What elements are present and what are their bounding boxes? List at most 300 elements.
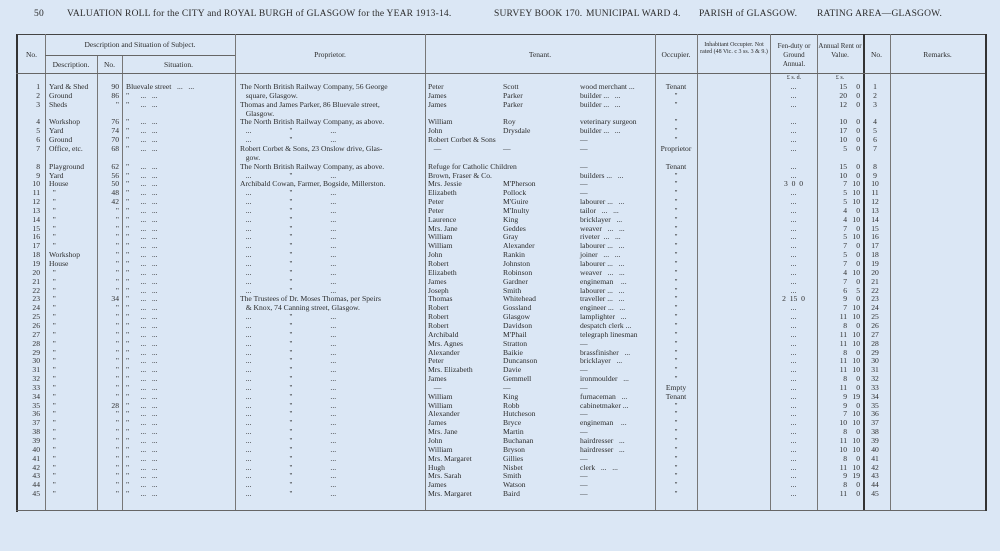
row-number-right: 25 <box>871 312 879 322</box>
rent-pounds: 10 <box>839 418 847 428</box>
row-number-right: 32 <box>871 374 879 384</box>
rent-pounds: 4 <box>843 214 847 224</box>
occupier: " <box>674 400 678 410</box>
situation: " ... ... <box>126 329 158 339</box>
tenant-forename: William <box>428 117 453 127</box>
column-divider <box>985 34 987 511</box>
proprietor: ... " ... <box>240 259 337 268</box>
tenant-forename: Robert <box>428 320 449 330</box>
description: " <box>49 232 56 242</box>
tenant-forename: Peter <box>428 197 444 207</box>
proprietor: ... " ... <box>240 223 337 233</box>
row-number: 29 <box>32 347 40 357</box>
tenant-occupation: furnaceman ... <box>580 391 628 401</box>
tenant-forename: Alexander <box>428 409 460 419</box>
rent-pounds: 7 <box>843 241 847 251</box>
situation: " ... ... <box>126 382 158 392</box>
row-number-right: 4 <box>873 117 877 127</box>
house-number: " <box>115 356 119 366</box>
tenant-occupation: — <box>580 188 588 198</box>
survey-book: SURVEY BOOK 170. <box>494 9 583 19</box>
tenant-surname: M'Pherson <box>503 179 536 189</box>
row-number-right: 19 <box>871 259 879 268</box>
tenant-occupation: despatch clerk ... <box>580 320 632 330</box>
rent-pounds: 9 <box>843 400 847 410</box>
tenant-surname: King <box>503 391 519 401</box>
rent-pounds: 15 <box>839 161 847 171</box>
rent-pounds: 11 <box>839 312 847 322</box>
tenant-occupation: — <box>580 382 588 392</box>
tenant-forename: Brown, Fraser & Co. <box>428 170 492 180</box>
tenant-surname: Alexander <box>503 241 535 251</box>
tenant-surname: Gardner <box>503 276 528 286</box>
page-number: 50 <box>34 9 44 19</box>
house-number: 34 <box>111 294 119 304</box>
tenant-surname: Davie <box>503 365 522 375</box>
col-header-occupier: Occupier. <box>661 50 691 59</box>
tenant-surname: Stratton <box>503 338 528 348</box>
tenant-forename: William <box>428 232 453 242</box>
situation: " ... ... <box>126 267 158 277</box>
situation: " ... ... <box>126 444 158 454</box>
feu-duty: ... <box>790 205 797 215</box>
occupier: " <box>674 214 678 224</box>
occupier: Empty <box>665 382 687 392</box>
tenant-forename: James <box>428 418 447 428</box>
row-number-right: 37 <box>871 418 879 428</box>
tenant-occupation: traveller ... ... <box>580 294 625 304</box>
rent-shillings: 0 <box>856 82 860 91</box>
column-divider <box>122 55 123 511</box>
tenant-occupation: builder ... ... <box>580 90 621 100</box>
feu-duty: ... <box>790 365 797 375</box>
occupier: " <box>674 126 678 136</box>
tenant-occupation: joiner ... ... <box>580 250 621 260</box>
row-number-right: 21 <box>871 276 879 286</box>
row-number-right: 6 <box>873 135 877 145</box>
tenant-forename: Mrs. Elizabeth <box>428 365 473 375</box>
tenant-occupation: riveter ... ... <box>580 232 621 242</box>
tenant-forename: James <box>428 276 447 286</box>
description: " <box>49 462 56 472</box>
row-number-right: 17 <box>871 241 879 251</box>
occupier: " <box>674 250 678 260</box>
description: Office, etc. <box>49 143 83 153</box>
rent-units: £ s. <box>835 75 845 81</box>
description: " <box>49 285 56 295</box>
rent-shillings: 0 <box>856 453 860 463</box>
proprietor: ... " ... <box>240 436 337 445</box>
situation: " ... ... <box>126 471 158 481</box>
tenant-surname: Robinson <box>503 267 533 277</box>
municipal-ward: MUNICIPAL WARD 4. <box>586 9 681 19</box>
description: " <box>49 223 56 233</box>
row-number: 4 <box>36 117 40 127</box>
house-number: " <box>115 338 119 348</box>
rent-shillings: 0 <box>856 135 860 145</box>
proprietor: ... " ... <box>240 427 337 437</box>
tenant-occupation: engineman ... <box>580 276 627 286</box>
feu-duty: ... <box>790 382 797 392</box>
tenant-occupation: — <box>580 471 588 481</box>
feu-duty: ... <box>790 188 797 198</box>
tenant-forename: Peter <box>428 82 444 91</box>
occupier: " <box>674 170 678 180</box>
feu-units: £ s. d. <box>786 75 802 81</box>
description: " <box>49 329 56 339</box>
house-number: 48 <box>111 188 119 198</box>
occupier: " <box>674 232 678 242</box>
tenant-surname: Bryson <box>503 444 525 454</box>
proprietor: Archibald Cowan, Farmer, Bogside, Millerston. <box>240 179 386 189</box>
description: Ground <box>49 90 73 100</box>
tenant-occupation: — <box>580 135 588 145</box>
occupier: " <box>674 462 678 472</box>
row-number-right: 23 <box>871 294 879 304</box>
proprietor: ... " ... <box>240 205 337 215</box>
house-number: 42 <box>111 197 119 207</box>
situation: " ... ... <box>126 320 158 330</box>
row-number-right: 5 <box>873 126 877 136</box>
row-number-right: 1 <box>873 82 877 91</box>
tenant-occupation: — <box>580 480 588 490</box>
situation: " ... ... <box>126 436 158 445</box>
rent-pounds: 10 <box>839 444 847 454</box>
row-number: 15 <box>32 223 40 233</box>
tenant-surname: Bryce <box>503 418 522 428</box>
occupier: Tenant <box>665 391 687 401</box>
occupier: " <box>674 267 678 277</box>
situation: " ... ... <box>126 374 158 384</box>
row-number: 14 <box>32 214 40 224</box>
tenant-forename: Mrs. Jane <box>428 427 458 437</box>
rent-pounds: 17 <box>839 126 847 136</box>
description: " <box>49 471 56 481</box>
proprietor: ... " ... <box>240 250 337 260</box>
feu-duty: ... <box>790 356 797 366</box>
occupier: " <box>674 480 678 490</box>
occupier: " <box>674 427 678 437</box>
row-number-right: 42 <box>871 462 879 472</box>
tenant-forename: — <box>428 143 442 153</box>
tenant-occupation: hairdresser ... <box>580 436 625 445</box>
rent-pounds: 11 <box>839 462 847 472</box>
rent-pounds: 9 <box>843 294 847 304</box>
feu-duty: ... <box>790 480 797 490</box>
feu-duty: ... <box>790 418 797 428</box>
tenant-surname: Gillies <box>503 453 524 463</box>
description: " <box>49 303 56 313</box>
row-number: 39 <box>32 436 40 445</box>
row-number: 5 <box>36 126 40 136</box>
occupier: " <box>674 117 678 127</box>
row-number-right: 24 <box>871 303 879 313</box>
rent-shillings: 10 <box>852 267 860 277</box>
tenant-surname: Duncanson <box>503 356 538 366</box>
proprietor: The Trustees of Dr. Moses Thomas, per Speirs <box>240 294 381 304</box>
row-number-right: 40 <box>871 444 879 454</box>
occupier: " <box>674 347 678 357</box>
proprietor: ... " ... <box>240 170 337 180</box>
row-number: 27 <box>32 329 40 339</box>
row-number: 34 <box>32 391 40 401</box>
feu-duty: ... <box>790 241 797 251</box>
tenant-forename: Robert <box>428 303 449 313</box>
table-bottom-border <box>16 510 985 511</box>
rent-pounds: 8 <box>843 427 847 437</box>
tenant-forename: James <box>428 99 447 109</box>
row-number: 30 <box>32 356 40 366</box>
col-header-description: Description. <box>52 60 90 69</box>
tenant-occupation: labourer ... ... <box>580 197 625 207</box>
occupier: " <box>674 356 678 366</box>
feu-duty: ... <box>790 143 797 153</box>
row-number-right: 29 <box>871 347 879 357</box>
description: Sheds <box>49 99 68 109</box>
tenant-occupation: clerk ... ... <box>580 462 618 472</box>
tenant-forename: Robert <box>428 259 449 268</box>
rent-shillings: 0 <box>856 117 860 127</box>
house-number: 90 <box>111 82 119 91</box>
tenant-surname: — <box>503 382 511 392</box>
row-number-right: 36 <box>871 409 879 419</box>
proprietor: ... " ... <box>240 276 337 286</box>
rent-pounds: 15 <box>839 82 847 91</box>
tenant-forename: Mrs. Margaret <box>428 489 472 499</box>
tenant-occupation: builders ... ... <box>580 170 624 180</box>
proprietor: ... " ... <box>240 453 337 463</box>
tenant-forename: John <box>428 436 443 445</box>
tenant-occupation: weaver ... ... <box>580 223 625 233</box>
row-divider <box>45 55 235 56</box>
feu-duty: ... <box>790 444 797 454</box>
house-number: 50 <box>111 179 119 189</box>
row-number: 3 <box>36 99 40 109</box>
occupier: " <box>674 294 678 304</box>
rent-pounds: 11 <box>839 382 847 392</box>
tenant-occupation: wood merchant ... <box>580 82 635 91</box>
rent-shillings: 5 <box>856 285 860 295</box>
row-number: 19 <box>32 259 40 268</box>
rent-shillings: 10 <box>852 214 860 224</box>
description: Workshop <box>49 250 81 260</box>
tenant-occupation: — <box>580 365 588 375</box>
tenant-occupation: labourer ... ... <box>580 285 625 295</box>
proprietor: & Knox, 74 Canning street, Glasgow. <box>240 303 360 313</box>
page-title: VALUATION ROLL for the CITY and ROYAL BURGH of GLASGOW for the YEAR 1913-14. <box>67 9 452 19</box>
rent-pounds: 7 <box>843 179 847 189</box>
tenant-occupation: telegraph linesman <box>580 329 638 339</box>
rent-pounds: 4 <box>843 267 847 277</box>
rent-pounds: 11 <box>839 365 847 375</box>
description: " <box>49 241 56 251</box>
description: " <box>49 205 56 215</box>
proprietor: ... " ... <box>240 320 337 330</box>
tenant-occupation: engineman ... <box>580 418 627 428</box>
proprietor: ... " ... <box>240 391 337 401</box>
rent-pounds: 8 <box>843 453 847 463</box>
row-number: 36 <box>32 409 40 419</box>
house-number: " <box>115 374 119 384</box>
row-number: 7 <box>36 143 40 153</box>
proprietor: square, Glasgow. <box>240 90 298 100</box>
rent-shillings: 0 <box>856 489 860 499</box>
row-number-right: 39 <box>871 436 879 445</box>
row-number: 44 <box>32 480 40 490</box>
rent-shillings: 0 <box>856 480 860 490</box>
col-header-description-group: Description and Situation of Subject. <box>84 40 196 49</box>
situation: " ... ... <box>126 453 158 463</box>
feu-duty: ... <box>790 285 797 295</box>
house-number: " <box>115 99 119 109</box>
occupier: " <box>674 303 678 313</box>
tenant-forename: Laurence <box>428 214 457 224</box>
feu-duty: ... <box>790 170 797 180</box>
rent-shillings: 10 <box>852 232 860 242</box>
description: Ground <box>49 135 73 145</box>
house-number: " <box>115 365 119 375</box>
tenant-occupation: tailor ... ... <box>580 205 619 215</box>
situation: " ... ... <box>126 90 158 100</box>
house-number: " <box>115 276 119 286</box>
row-number-right: 13 <box>871 205 879 215</box>
tenant-occupation: — <box>580 179 588 189</box>
row-number-right: 31 <box>871 365 879 375</box>
row-number-right: 11 <box>871 188 879 198</box>
row-number: 26 <box>32 320 40 330</box>
rent-pounds: 5 <box>843 143 847 153</box>
tenant-occupation: ironmoulder ... <box>580 374 629 384</box>
situation: " ... ... <box>126 409 158 419</box>
description: " <box>49 320 56 330</box>
rent-shillings: 10 <box>852 436 860 445</box>
situation: " ... ... <box>126 99 158 109</box>
house-number: " <box>115 232 119 242</box>
tenant-surname: Robb <box>503 400 520 410</box>
col-header-situation: Situation. <box>164 60 193 69</box>
row-number-right: 44 <box>871 480 879 490</box>
rent-pounds: 5 <box>843 232 847 242</box>
proprietor: ... " ... <box>240 471 337 481</box>
row-number: 42 <box>32 462 40 472</box>
rent-shillings: 10 <box>852 338 860 348</box>
tenant-surname: Rankin <box>503 250 525 260</box>
row-number-right: 22 <box>871 285 879 295</box>
tenant-forename: Peter <box>428 205 444 215</box>
situation: " ... ... <box>126 294 158 304</box>
situation: " ... ... <box>126 250 158 260</box>
tenant-forename: Elizabeth <box>428 267 457 277</box>
description: Yard <box>49 126 64 136</box>
col-header-no: No. <box>25 50 38 59</box>
situation: " ... ... <box>126 427 158 437</box>
feu-duty: ... <box>790 489 797 499</box>
proprietor: gow. <box>240 152 261 162</box>
row-number: 38 <box>32 427 40 437</box>
description: " <box>49 197 56 207</box>
house-number: " <box>115 444 119 454</box>
situation: Bluevale street ... ... <box>126 82 195 91</box>
house-number: " <box>115 471 119 481</box>
rent-pounds: 5 <box>843 188 847 198</box>
row-number: 6 <box>36 135 40 145</box>
feu-duty: ... <box>790 347 797 357</box>
house-number: 74 <box>111 126 119 136</box>
rent-pounds: 9 <box>843 471 847 481</box>
col-header-tenant: Tenant. <box>528 50 552 59</box>
house-number: " <box>115 391 119 401</box>
house-number: " <box>115 453 119 463</box>
row-number: 8 <box>36 161 40 171</box>
rent-shillings: 10 <box>852 462 860 472</box>
feu-duty: ... <box>790 427 797 437</box>
row-number: 33 <box>32 382 40 392</box>
situation: " ... ... <box>126 241 158 251</box>
tenant-surname: — <box>503 143 511 153</box>
tenant-surname: Baikie <box>503 347 523 357</box>
proprietor: ... " ... <box>240 382 337 392</box>
occupier: " <box>674 489 678 499</box>
house-number: 62 <box>111 161 119 171</box>
tenant-occupation: hairdresser ... <box>580 444 625 454</box>
rent-shillings: 0 <box>856 241 860 251</box>
rent-shillings: 0 <box>856 320 860 330</box>
occupier: " <box>674 179 678 189</box>
tenant-forename: Refuge for Catholic Children <box>428 161 517 171</box>
row-number-right: 28 <box>871 338 879 348</box>
tenant-surname: Smith <box>503 285 522 295</box>
house-number: " <box>115 205 119 215</box>
tenant-surname: Drysdale <box>503 126 531 136</box>
description: " <box>49 312 56 322</box>
description: " <box>49 356 56 366</box>
situation: " ... ... <box>126 126 158 136</box>
rent-pounds: 7 <box>843 303 847 313</box>
proprietor: ... " ... <box>240 374 337 384</box>
tenant-surname: Geddes <box>503 223 526 233</box>
tenant-occupation: — <box>580 161 588 171</box>
occupier: " <box>674 259 678 268</box>
row-number-right: 35 <box>871 400 879 410</box>
description: Yard <box>49 170 64 180</box>
situation: " ... ... <box>126 197 158 207</box>
description: " <box>49 276 56 286</box>
tenant-forename: Mrs. Sarah <box>428 471 462 481</box>
tenant-surname: Davidson <box>503 320 533 330</box>
tenant-surname: M'Guire <box>503 197 529 207</box>
row-number: 20 <box>32 267 40 277</box>
situation: " ... ... <box>126 276 158 286</box>
occupier: " <box>674 285 678 295</box>
proprietor: ... " ... <box>240 338 337 348</box>
situation: " ... ... <box>126 418 158 428</box>
proprietor: ... " ... <box>240 267 337 277</box>
tenant-occupation: builder ... ... <box>580 126 621 136</box>
feu-duty: ... <box>790 135 797 145</box>
description: " <box>49 400 56 410</box>
description: Workshop <box>49 117 81 127</box>
row-number: 32 <box>32 374 40 384</box>
house-number: " <box>115 427 119 437</box>
description: " <box>49 267 56 277</box>
occupier: " <box>674 205 678 215</box>
rent-shillings: 0 <box>856 259 860 268</box>
tenant-forename: William <box>428 241 453 251</box>
rent-shillings: 0 <box>856 276 860 286</box>
proprietor: ... " ... <box>240 409 337 419</box>
tenant-forename: Robert Corbet & Sons <box>428 135 496 145</box>
house-number: " <box>115 241 119 251</box>
